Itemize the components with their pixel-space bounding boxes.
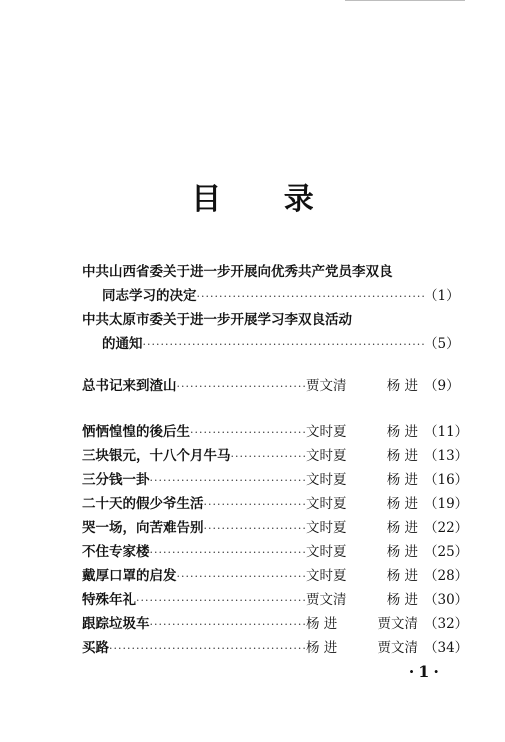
- toc-author: 文时夏: [306, 472, 347, 488]
- toc-leader-dots: [231, 445, 307, 469]
- toc-authors: [306, 492, 424, 516]
- toc-author: 文时夏: [306, 496, 347, 512]
- toc-author: 文时夏: [306, 544, 347, 560]
- toc-authors: [306, 612, 424, 636]
- toc-page-number: （1）: [424, 288, 460, 304]
- toc-author: 贾文清: [377, 640, 418, 656]
- toc-authors: [306, 374, 424, 398]
- toc-author: 杨 进: [386, 568, 418, 584]
- toc-section-stories: [82, 420, 469, 660]
- toc-page-number: （28）: [424, 568, 469, 584]
- toc-authors: [306, 468, 424, 492]
- toc-leader-dots: [150, 541, 307, 565]
- toc-entry[interactable]: [82, 374, 458, 398]
- toc-authors: [306, 420, 424, 444]
- toc-entry-title: 总书记来到渣山: [82, 378, 177, 394]
- toc-entry[interactable]: [82, 308, 458, 332]
- toc-leader-dots: [150, 469, 307, 493]
- toc-entry-title: 戴厚口罩的启发: [82, 568, 177, 584]
- toc-leader-dots: [204, 493, 307, 517]
- toc-page-number: （9）: [424, 378, 460, 394]
- toc-page-number: （5）: [424, 336, 460, 352]
- toc-author: 贾文清: [306, 592, 347, 608]
- toc-page-number: （11）: [424, 424, 469, 440]
- toc-leader-dots: [136, 589, 306, 613]
- toc-entry[interactable]: [82, 612, 469, 636]
- toc-author: 杨 进: [386, 472, 418, 488]
- toc-leader-dots: [197, 285, 425, 309]
- toc-entry[interactable]: [82, 540, 469, 564]
- toc-entry[interactable]: [82, 260, 458, 284]
- toc-page-number: （19）: [424, 496, 469, 512]
- toc-author: 杨 进: [386, 378, 418, 394]
- toc-entry-title: 特殊年礼: [82, 592, 136, 608]
- toc-entry-title: 中共太原市委关于进一步开展学习李双良活动: [82, 312, 352, 328]
- toc-entry-title: 哭一场，向苦难告别: [82, 520, 204, 536]
- toc-leader-dots: [177, 375, 307, 399]
- toc-author: 杨 进: [386, 592, 418, 608]
- toc-entry-title: 中共山西省委关于进一步开展向优秀共产党员李双良: [82, 264, 393, 280]
- toc-page-number: （22）: [424, 520, 469, 536]
- toc-entry[interactable]: [82, 284, 458, 308]
- toc-section-decisions: [82, 260, 458, 356]
- toc-entry-title: 三分钱一卦: [82, 472, 150, 488]
- toc-page-number: （34）: [424, 640, 469, 656]
- toc-author: 杨 进: [386, 496, 418, 512]
- toc-authors: [306, 588, 424, 612]
- toc-entry-title: 三块银元，十八个月牛马: [82, 448, 231, 464]
- toc-entry[interactable]: [82, 444, 469, 468]
- toc-entry-title: 不住专家楼: [82, 544, 150, 560]
- toc-author: 贾文清: [306, 378, 347, 394]
- toc-authors: [306, 564, 424, 588]
- toc-leader-dots: [109, 637, 306, 661]
- toc-leader-dots: [150, 613, 307, 637]
- toc-author: 杨 进: [306, 640, 338, 656]
- toc-leader-dots: [204, 517, 307, 541]
- toc-authors: [306, 540, 424, 564]
- toc-entry[interactable]: [82, 492, 469, 516]
- toc-author: 文时夏: [306, 568, 347, 584]
- toc-page-number: （13）: [424, 448, 469, 464]
- toc-authors: [306, 516, 424, 540]
- toc-author: 杨 进: [386, 544, 418, 560]
- toc-entry[interactable]: [82, 468, 469, 492]
- toc-authors: [306, 636, 424, 660]
- toc-leader-dots: [177, 565, 307, 589]
- toc-author: 杨 进: [386, 448, 418, 464]
- toc-entry-title: 买路: [82, 640, 109, 656]
- page-number-folio: ·1·: [408, 662, 443, 681]
- toc-entry[interactable]: [82, 420, 469, 444]
- toc-leader-dots: [143, 333, 425, 357]
- toc-entry[interactable]: [82, 588, 469, 612]
- toc-author: 文时夏: [306, 520, 347, 536]
- toc-entry[interactable]: [82, 564, 469, 588]
- page-title: 目 录: [191, 182, 340, 217]
- toc-entry-title: 跟踪垃圾车: [82, 616, 150, 632]
- toc-page-number: （25）: [424, 544, 469, 560]
- toc-author: 杨 进: [386, 520, 418, 536]
- toc-author: 杨 进: [386, 424, 418, 440]
- toc-page-number: （16）: [424, 472, 469, 488]
- toc-entry[interactable]: [82, 516, 469, 540]
- scan-edge-mark: [345, 0, 465, 4]
- toc-entry-title: 的通知: [102, 336, 143, 352]
- toc-entry-title: 二十天的假少爷生活: [82, 496, 204, 512]
- toc-author: 杨 进: [306, 616, 338, 632]
- toc-page-number: （32）: [424, 616, 469, 632]
- toc-page-number: （30）: [424, 592, 469, 608]
- toc-author: 文时夏: [306, 424, 347, 440]
- toc-section-visit: [82, 374, 458, 398]
- toc-leader-dots: [190, 421, 306, 445]
- toc-entry-title: 同志学习的决定: [102, 288, 197, 304]
- toc-authors: [306, 444, 424, 468]
- toc-author: 文时夏: [306, 448, 347, 464]
- toc-author: 贾文清: [377, 616, 418, 632]
- toc-entry[interactable]: [82, 332, 458, 356]
- toc-entry-title: 恓恓惶惶的後后生: [82, 424, 190, 440]
- toc-entry[interactable]: [82, 636, 469, 660]
